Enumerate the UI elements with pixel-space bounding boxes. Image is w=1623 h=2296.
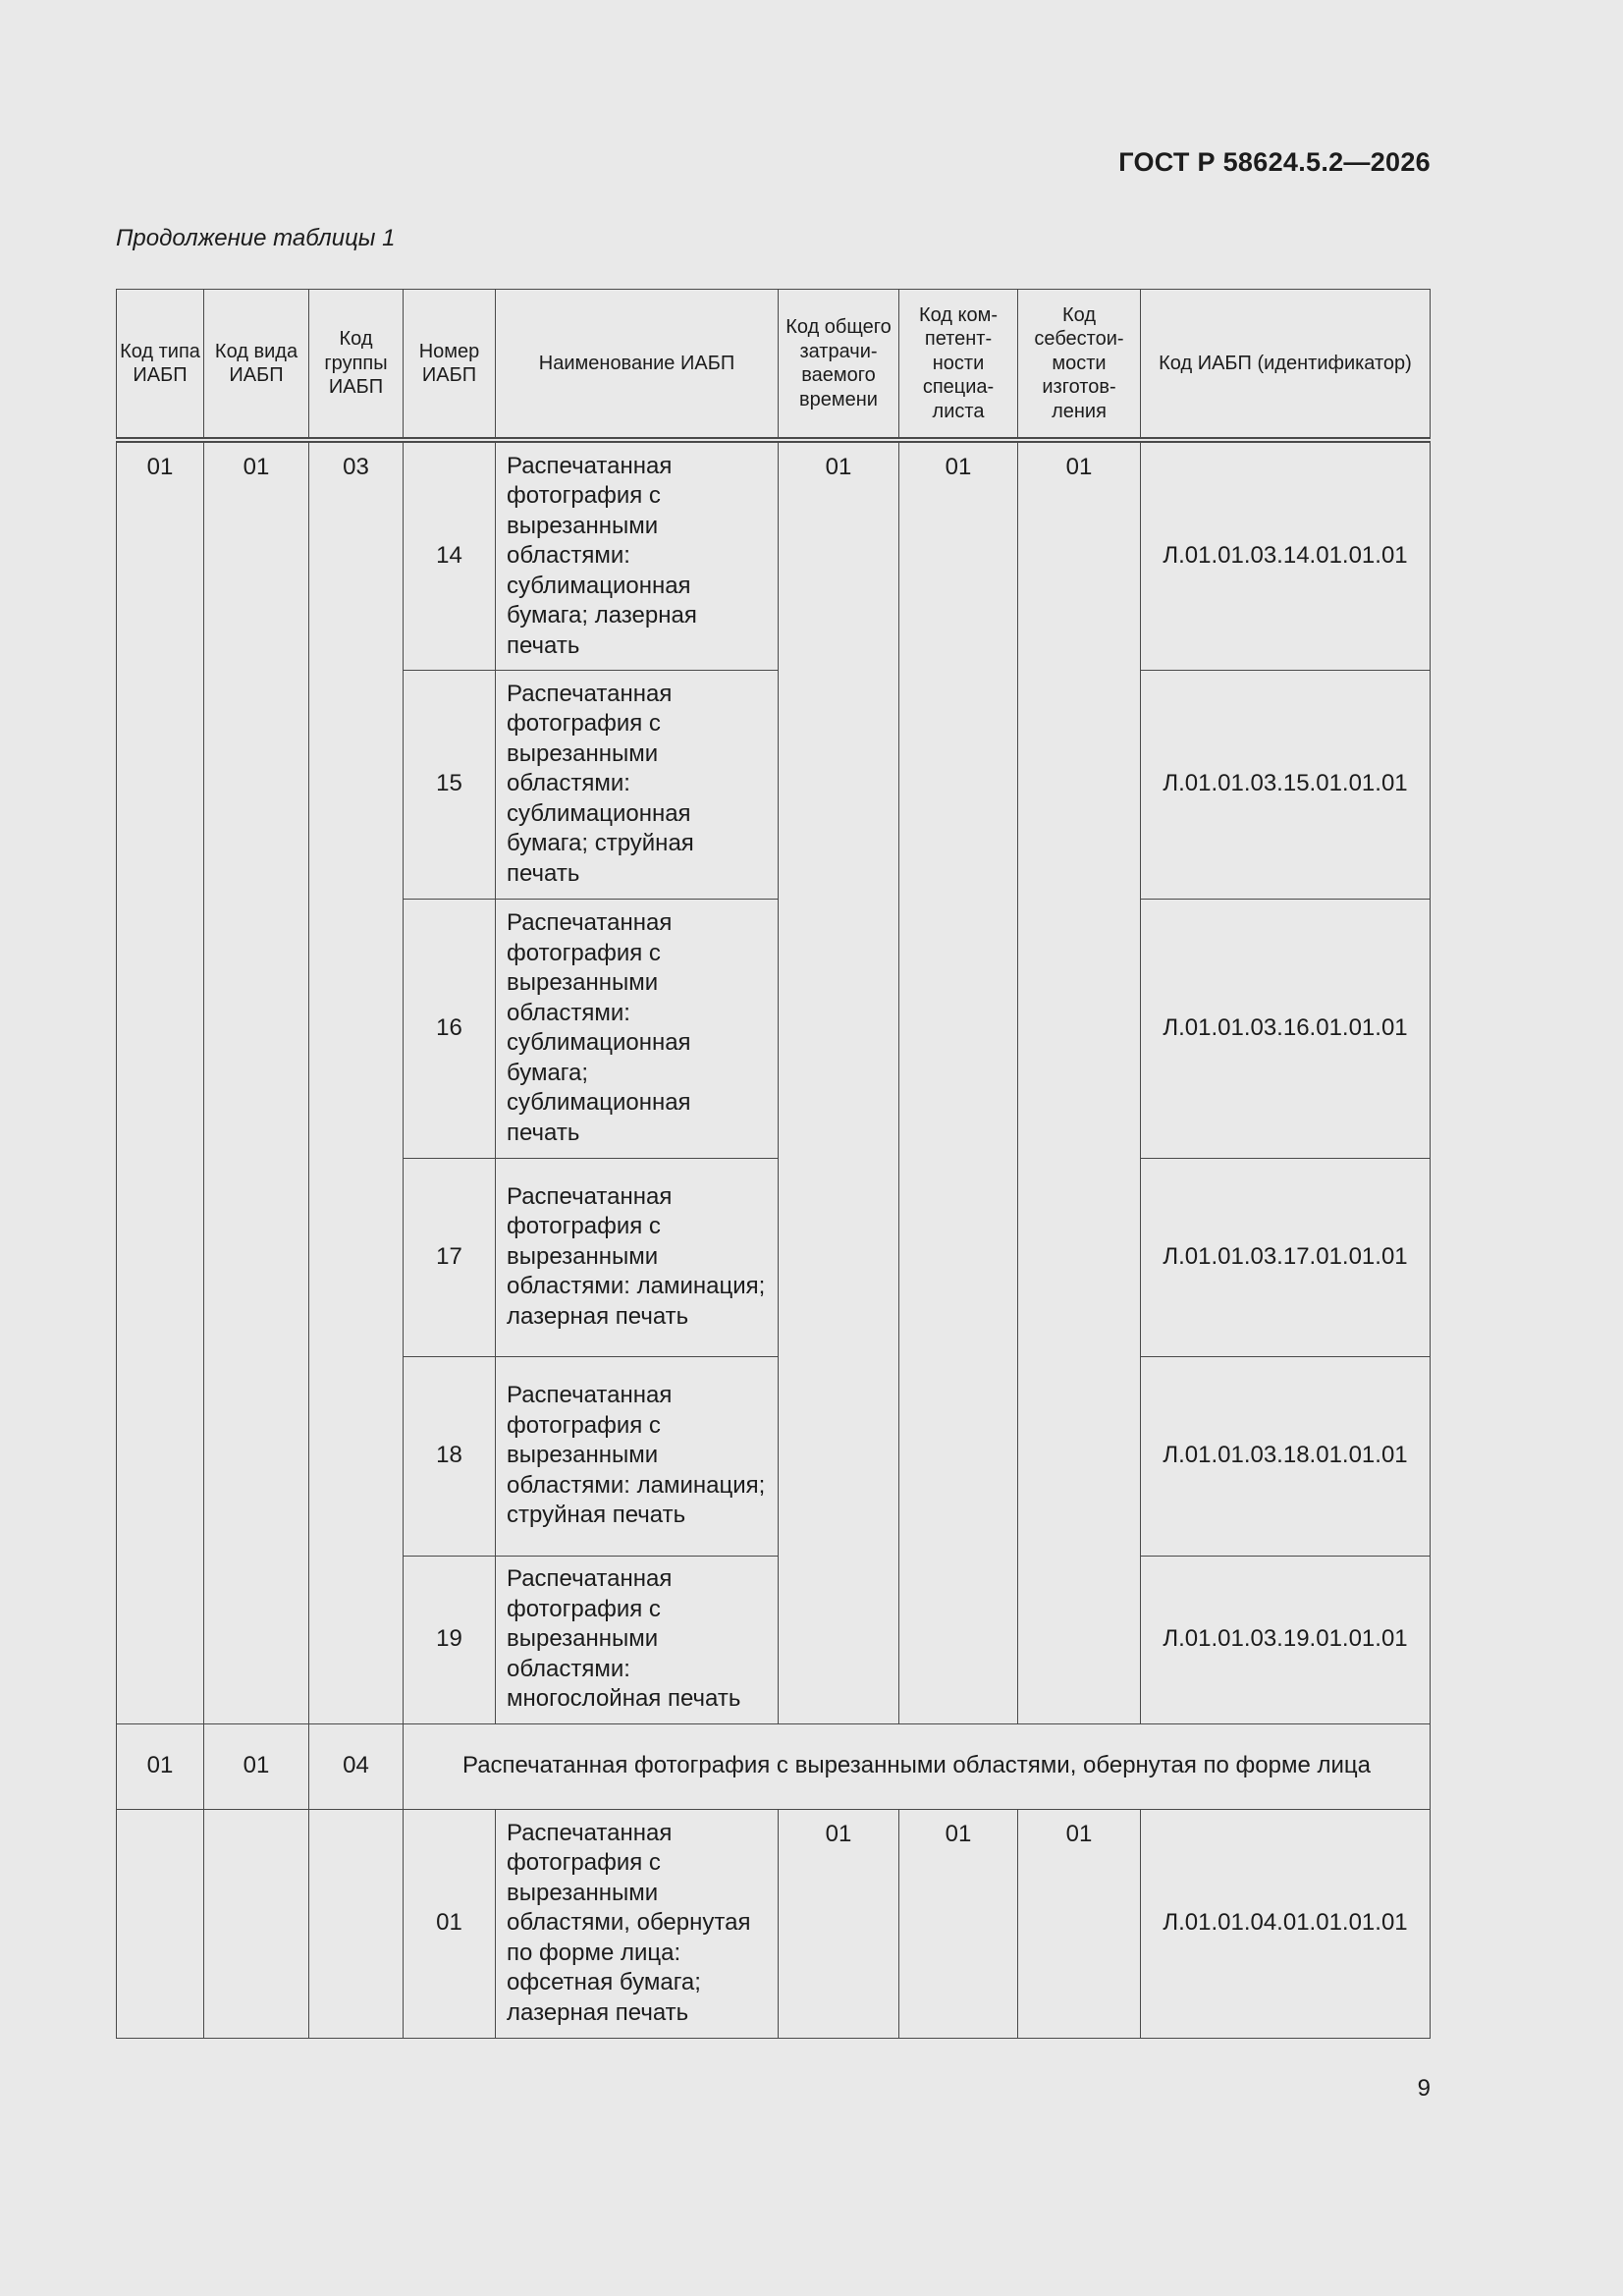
- competence-code-cell: 01: [899, 440, 1018, 1723]
- empty-cell: [204, 1809, 309, 2038]
- time-code-cell: 01: [779, 1809, 899, 2038]
- column-header-cost-code: Код себестои-мости изготов-ления: [1018, 290, 1141, 441]
- column-header-time-code: Код общего затрачи-ваемого времени: [779, 290, 899, 441]
- empty-cell: [117, 1809, 204, 2038]
- column-header-type-code: Код типа ИАБП: [117, 290, 204, 441]
- kind-code-cell: 01: [204, 440, 309, 1723]
- item-number-cell: 01: [404, 1809, 496, 2038]
- group-title-row: [117, 1723, 1431, 1809]
- type-code-cell: 01: [117, 440, 204, 1723]
- table-row: [117, 1809, 1431, 2038]
- column-header-identifier: Код ИАБП (идентификатор): [1141, 290, 1431, 441]
- table-header-row: [117, 290, 1431, 441]
- column-header-competence-code: Код ком-петент-ности специа-листа: [899, 290, 1018, 441]
- column-header-number: Номер ИАБП: [404, 290, 496, 441]
- item-name-cell: Распечатанная фотография с вырезанными областями: сублимационная бумага; лазерная печать: [496, 440, 779, 670]
- item-name-cell: Распечатанная фотография с вырезанными областями: сублимационная бумага; сублимационная печать: [496, 899, 779, 1158]
- item-identifier-cell: Л.01.01.03.16.01.01.01: [1141, 899, 1431, 1158]
- time-code-cell: 01: [779, 440, 899, 1723]
- column-header-name: Наименование ИАБП: [496, 290, 779, 441]
- item-name-cell: Распечатанная фотография с вырезанными областями, обернутая по форме лица: офсетная бумага; лазерная печать: [496, 1809, 779, 2038]
- main-table: [116, 289, 1431, 2039]
- group-code-cell: 03: [309, 440, 404, 1723]
- type-code-cell: 01: [117, 1723, 204, 1809]
- item-identifier-cell: Л.01.01.03.17.01.01.01: [1141, 1158, 1431, 1356]
- item-name-cell: Распечатанная фотография с вырезанными областями: ламинация; лазерная печать: [496, 1158, 779, 1356]
- page-number: 9: [1417, 2075, 1431, 2102]
- item-identifier-cell: Л.01.01.03.14.01.01.01: [1141, 440, 1431, 670]
- table-row: [117, 440, 1431, 670]
- column-header-kind-code: Код вида ИАБП: [204, 290, 309, 441]
- item-number-cell: 14: [404, 440, 496, 670]
- item-identifier-cell: Л.01.01.03.18.01.01.01: [1141, 1356, 1431, 1556]
- item-name-cell: Распечатанная фотография с вырезанными областями: многослойная печать: [496, 1556, 779, 1723]
- group-code-cell: 04: [309, 1723, 404, 1809]
- item-identifier-cell: Л.01.01.03.19.01.01.01: [1141, 1556, 1431, 1723]
- cost-code-cell: 01: [1018, 440, 1141, 1723]
- document-code: ГОСТ Р 58624.5.2—2026: [1118, 147, 1431, 177]
- cost-code-cell: 01: [1018, 1809, 1141, 2038]
- group-title-cell: Распечатанная фотография с вырезанными областями, обернутая по форме лица: [404, 1723, 1431, 1809]
- table-caption: Продолжение таблицы 1: [116, 225, 396, 251]
- column-header-group-code: Код группы ИАБП: [309, 290, 404, 441]
- empty-cell: [309, 1809, 404, 2038]
- item-number-cell: 19: [404, 1556, 496, 1723]
- item-number-cell: 15: [404, 670, 496, 899]
- item-identifier-cell: Л.01.01.03.15.01.01.01: [1141, 670, 1431, 899]
- item-identifier-cell: Л.01.01.04.01.01.01.01: [1141, 1809, 1431, 2038]
- competence-code-cell: 01: [899, 1809, 1018, 2038]
- item-name-cell: Распечатанная фотография с вырезанными областями: сублимационная бумага; струйная печать: [496, 670, 779, 899]
- item-name-cell: Распечатанная фотография с вырезанными областями: ламинация; струйная печать: [496, 1356, 779, 1556]
- kind-code-cell: 01: [204, 1723, 309, 1809]
- item-number-cell: 18: [404, 1356, 496, 1556]
- item-number-cell: 16: [404, 899, 496, 1158]
- item-number-cell: 17: [404, 1158, 496, 1356]
